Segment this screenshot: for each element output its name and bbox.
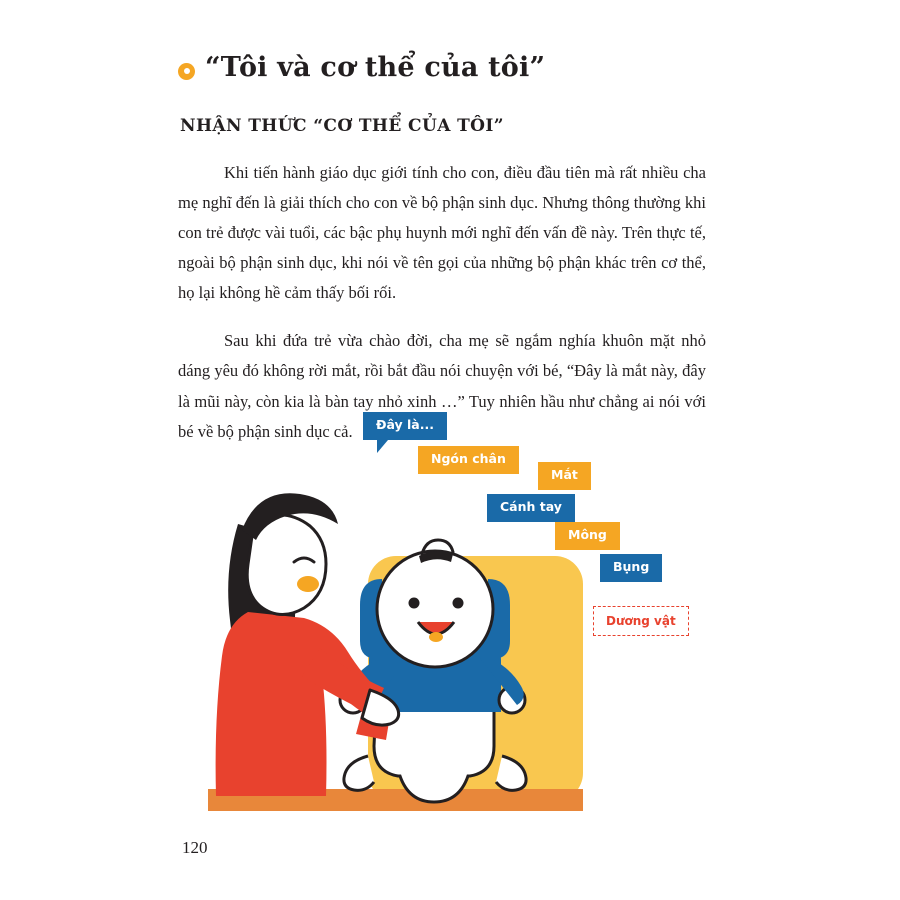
callout-ngon-chan: Ngón chân: [418, 446, 519, 474]
circle-dot-icon: [178, 63, 195, 80]
page-content: [178, 52, 706, 447]
page-title: “Tôi và cơ thể của tôi”: [205, 52, 546, 83]
mother-and-baby-illustration: [190, 404, 720, 824]
chapter-heading: [178, 52, 706, 84]
callout-bung: Bụng: [600, 554, 662, 582]
callout-mat: Mắt: [538, 462, 591, 490]
callout-mong: Mông: [555, 522, 620, 550]
callout-canh-tay: Cánh tay: [487, 494, 575, 522]
callout-day-la: Đây là...: [363, 412, 447, 440]
callout-duong-vat: Dương vật: [593, 606, 689, 636]
body-paragraph-2: Sau khi đứa trẻ vừa chào đời, cha mẹ sẽ ngắm nghía khuôn mặt nhỏ dáng yêu đó không rời mắt, rồi bắt đầu nói chuyện với bé, “Đây là mắt này, đây là mũi này, còn kia là bàn tay nhỏ xinh …” Tuy nhiên hầu như chẳng ai nói với bé về bộ phận sinh dục cả.: [178, 331, 706, 441]
circle-dot-inner: [184, 68, 190, 74]
body-paragraph-1: Khi tiến hành giáo dục giới tính cho con, điều đầu tiên mà rất nhiều cha mẹ nghĩ đến là giải thích cho con về bộ phận sinh dục. Nhưng thông thường khi con trẻ được vài tuổi, các bậc phụ huynh mới nghĩ đến vấn đề này. Trên thực tế, ngoài bộ phận sinh dục, khi nói về tên gọi của những bộ phận khác trên cơ thể, họ lại không hề cảm thấy bối rối.: [178, 163, 706, 303]
page-number: 120: [182, 838, 208, 857]
section-title: NHẬN THỨC “CƠ THỂ CỦA TÔI”: [180, 116, 504, 137]
